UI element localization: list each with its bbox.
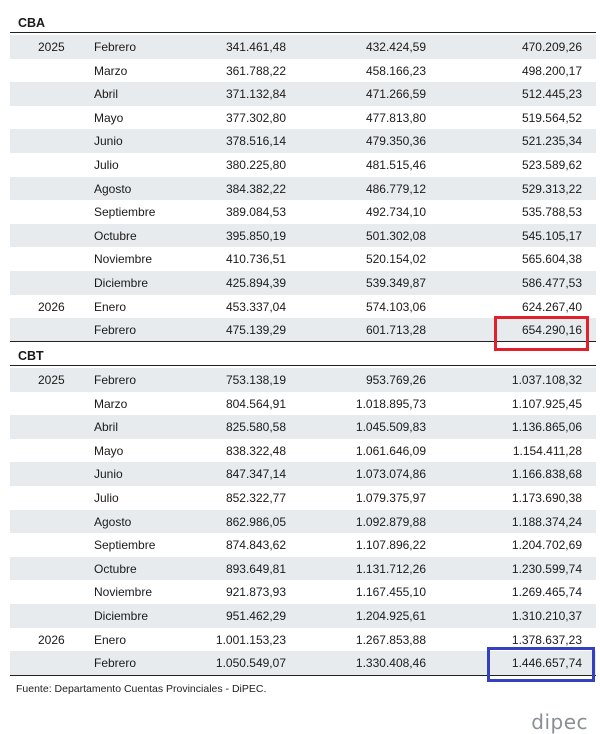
month-cell: Noviembre	[94, 585, 153, 600]
value-cell: 486.779,12	[365, 181, 426, 196]
month-cell: Agosto	[94, 181, 132, 196]
value-cell: 341.461,48	[225, 40, 286, 54]
value-cell: 1.173.690,38	[511, 490, 582, 505]
value-cell: 1.310.210,37	[511, 608, 582, 623]
value-cell: 624.267,40	[521, 299, 582, 314]
month-cell: Enero	[94, 632, 127, 647]
value-cell: 1.378.637,23	[511, 632, 582, 647]
value-cell: 1.073.074,86	[355, 467, 426, 482]
value-cell: 825.580,58	[225, 420, 286, 435]
value-cell: 523.589,62	[521, 157, 582, 172]
month-cell: Marzo	[94, 63, 128, 78]
table-row	[10, 106, 596, 130]
table-row	[10, 224, 596, 248]
table-row	[10, 200, 596, 224]
value-cell: 852.322,77	[225, 490, 286, 505]
month-cell: Abril	[94, 420, 119, 435]
month-cell: Mayo	[94, 110, 124, 125]
value-cell: 1.230.599,74	[511, 561, 582, 576]
year-cell: 2026	[38, 632, 65, 647]
value-cell: 395.850,19	[225, 228, 286, 243]
table-row	[10, 295, 596, 319]
value-cell: 1.166.838,68	[511, 467, 582, 482]
value-cell: 1.204.925,61	[355, 608, 426, 623]
table-row	[10, 533, 596, 557]
dipec-logo: dipec	[531, 710, 588, 734]
value-cell: 654.290,16	[521, 323, 582, 338]
value-cell: 471.266,59	[365, 87, 426, 102]
value-cell: 953.769,26	[365, 373, 426, 387]
value-cell: 535.788,53	[521, 205, 582, 220]
year-cell: 2025	[38, 373, 65, 387]
source-note: Fuente: Departamento Cuentas Provinciales - DiPEC.	[16, 683, 267, 695]
value-cell: 1.188.374,24	[511, 514, 582, 529]
value-cell: 1.037.108,32	[511, 373, 582, 387]
value-cell: 529.313,22	[521, 181, 582, 196]
table-row	[10, 153, 596, 177]
value-cell: 477.813,80	[365, 110, 426, 125]
table-row	[10, 462, 596, 486]
month-cell: Diciembre	[94, 608, 149, 623]
table-row	[10, 604, 596, 628]
month-cell: Febrero	[94, 40, 137, 54]
table-row	[10, 59, 596, 83]
value-cell: 1.136.865,06	[511, 420, 582, 435]
table-row	[10, 35, 596, 59]
table-row	[10, 557, 596, 581]
cba-title: CBA	[18, 16, 46, 30]
value-cell: 601.713,28	[365, 323, 426, 338]
value-cell: 1.107.896,22	[355, 538, 426, 553]
value-cell: 574.103,06	[365, 299, 426, 314]
value-cell: 1.330.408,46	[355, 656, 426, 671]
table-row	[10, 271, 596, 295]
value-cell: 479.350,36	[365, 134, 426, 149]
value-cell: 410.736,51	[225, 252, 286, 267]
value-cell: 458.166,23	[365, 63, 426, 78]
table-row	[10, 415, 596, 439]
value-cell: 753.138,19	[225, 373, 286, 387]
value-cell: 1.061.646,09	[355, 443, 426, 458]
value-cell: 361.788,22	[225, 63, 286, 78]
value-cell: 519.564,52	[521, 110, 582, 125]
value-cell: 838.322,48	[225, 443, 286, 458]
value-cell: 512.445,23	[521, 87, 582, 102]
value-cell: 545.105,17	[521, 228, 582, 243]
table-row	[10, 486, 596, 510]
value-cell: 384.382,22	[225, 181, 286, 196]
value-cell: 1.092.879,88	[355, 514, 426, 529]
month-cell: Marzo	[94, 396, 128, 411]
value-cell: 377.302,80	[225, 110, 286, 125]
value-cell: 1.267.853,88	[355, 632, 426, 647]
value-cell: 1.001.153,23	[215, 632, 286, 647]
table-row	[10, 177, 596, 201]
table-row	[10, 82, 596, 106]
month-cell: Agosto	[94, 514, 132, 529]
month-cell: Julio	[94, 157, 119, 172]
value-cell: 804.564,91	[225, 396, 286, 411]
value-cell: 1.154.411,28	[512, 443, 582, 458]
table-row	[10, 392, 596, 416]
cba-section-header	[10, 10, 596, 33]
month-cell: Junio	[94, 134, 123, 149]
value-cell: 470.209,26	[521, 40, 582, 54]
value-cell: 565.604,38	[521, 252, 582, 267]
value-cell: 371.132,84	[225, 87, 286, 102]
value-cell: 893.649,81	[225, 561, 286, 576]
cba-highlight-box	[494, 316, 589, 351]
cba-table	[10, 35, 596, 342]
month-cell: Junio	[94, 467, 123, 482]
month-cell: Febrero	[94, 656, 137, 671]
value-cell: 1.050.549,07	[215, 656, 286, 671]
value-cell: 1.204.702,69	[511, 538, 582, 553]
table-row	[10, 129, 596, 153]
value-cell: 521.235,34	[521, 134, 582, 149]
month-cell: Abril	[94, 87, 119, 102]
value-cell: 1.079.375,97	[355, 490, 426, 505]
month-cell: Octubre	[94, 561, 137, 576]
value-cell: 951.462,29	[225, 608, 286, 623]
month-cell: Noviembre	[94, 252, 153, 267]
value-cell: 862.986,05	[225, 514, 286, 529]
month-cell: Febrero	[94, 323, 137, 338]
month-cell: Febrero	[94, 373, 137, 387]
value-cell: 847.347,14	[225, 467, 286, 482]
value-cell: 1.167.455,10	[355, 585, 426, 600]
value-cell: 492.734,10	[365, 205, 426, 220]
value-cell: 481.515,46	[365, 157, 426, 172]
value-cell: 425.894,39	[225, 275, 286, 290]
table-row	[10, 247, 596, 271]
value-cell: 380.225,80	[225, 157, 286, 172]
table-row	[10, 580, 596, 604]
month-cell: Septiembre	[94, 538, 156, 553]
value-cell: 539.349,87	[365, 275, 426, 290]
value-cell: 874.843,62	[225, 538, 286, 553]
value-cell: 1.018.895,73	[355, 396, 426, 411]
table-row	[10, 510, 596, 534]
value-cell: 378.516,14	[225, 134, 286, 149]
month-cell: Septiembre	[94, 205, 156, 220]
value-cell: 475.139,29	[225, 323, 286, 338]
value-cell: 1.107.925,45	[511, 396, 582, 411]
value-cell: 498.200,17	[521, 63, 582, 78]
value-cell: 432.424,59	[365, 40, 426, 54]
year-cell: 2026	[38, 299, 65, 314]
value-cell: 389.084,53	[225, 205, 286, 220]
month-cell: Mayo	[94, 443, 124, 458]
cbt-highlight-box	[487, 647, 595, 682]
value-cell: 586.477,53	[521, 275, 582, 290]
cbt-table	[10, 368, 596, 675]
cbt-title: CBT	[18, 349, 44, 363]
month-cell: Diciembre	[94, 275, 149, 290]
value-cell: 520.154,02	[365, 252, 426, 267]
value-cell: 921.873,93	[225, 585, 286, 600]
month-cell: Octubre	[94, 228, 137, 243]
value-cell: 1.131.712,26	[355, 561, 426, 576]
value-cell: 1.446.657,74	[511, 656, 582, 671]
table-row	[10, 439, 596, 463]
value-cell: 1.045.509,83	[355, 420, 426, 435]
month-cell: Enero	[94, 299, 127, 314]
value-cell: 501.302,08	[365, 228, 426, 243]
value-cell: 453.337,04	[225, 299, 286, 314]
table-row	[10, 368, 596, 392]
month-cell: Julio	[94, 490, 119, 505]
year-cell: 2025	[38, 40, 65, 54]
value-cell: 1.269.465,74	[511, 585, 582, 600]
